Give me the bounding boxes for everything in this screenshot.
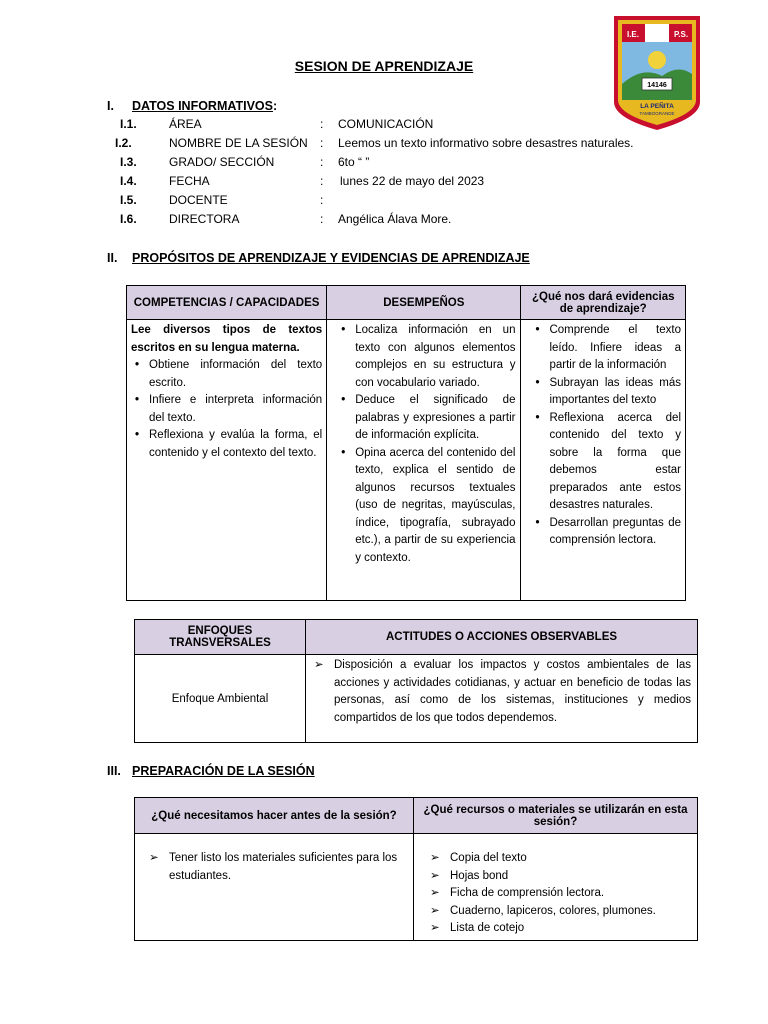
- section-1-number: I.: [107, 99, 114, 113]
- header-recursos: ¿Qué recursos o materiales se utilizarán en esta sesión?: [414, 798, 698, 834]
- list-item: • Deduce el significado de palabras y expresiones a partir de información explícita.: [355, 392, 515, 445]
- crest-place: TAMBOGRANDE: [639, 111, 675, 116]
- evidencias-cell: [521, 320, 686, 601]
- crest-left-text: I.E.: [626, 30, 640, 39]
- header-antes: ¿Qué necesitamos hacer antes de la sesión?: [135, 798, 414, 834]
- antes-cell: [135, 834, 414, 941]
- list-item: ➢ Disposición a evaluar los impactos y costos ambientales de las acciones y actividades cotidianas, y actuar en beneficio de todas las personas, así como de los sistemas, instituciones y medios compartidos de los que todos dependemos.: [334, 657, 691, 727]
- enfoque-cell: Enfoque Ambiental: [135, 655, 306, 743]
- list-item: • Subrayan las ideas más importantes del texto: [549, 375, 681, 410]
- section-2-title: PROPÓSITOS DE APRENDIZAJE Y EVIDENCIAS DE APRENDIZAJE: [132, 251, 530, 265]
- header-evidencias: ¿Qué nos dará evidencias de aprendizaje?: [521, 286, 686, 320]
- list-item: • Reflexiona y evalúa la forma, el contenido y el contexto del texto.: [149, 427, 322, 462]
- list-item: • Reflexiona acerca del contenido del texto y sobre la forma que debemos estar preparados ante estos desastres naturales.: [549, 410, 681, 515]
- list-item: ➢ Lista de cotejo: [450, 920, 693, 938]
- list-item: • Localiza información en un texto con algunos elementos complejos en su estructura y con vocabulario variado.: [355, 322, 515, 392]
- list-item: • Opina acerca del contenido del texto, explica el sentido de algunos recursos textuales (uso de negritas, mayúsculas, índice, tipografía, subrayado etc.), a partir de su experiencia y contexto.: [355, 445, 515, 568]
- competencias-table: [126, 285, 686, 601]
- list-item: ➢ Cuaderno, lapiceros, colores, plumones.: [450, 903, 693, 921]
- enfoques-table: [134, 619, 698, 743]
- competencia-text: Lee diversos tipos de textos escritos en su lengua materna.: [131, 324, 323, 354]
- recursos-cell: [414, 834, 698, 941]
- section-3-title: PREPARACIÓN DE LA SESIÓN: [132, 764, 315, 778]
- header-desempenos: DESEMPEÑOS: [327, 286, 521, 320]
- crest-name: LA PEÑITA: [640, 103, 674, 110]
- list-item: • Comprende el texto leído. Infiere ideas a partir de la información: [549, 322, 681, 375]
- list-item: • Infiere e interpreta información del texto.: [149, 392, 322, 427]
- crest-right-text: P.S.: [673, 30, 689, 39]
- header-competencias: COMPETENCIAS / CAPACIDADES: [127, 286, 327, 320]
- list-item: • Desarrollan preguntas de comprensión lectora.: [549, 515, 681, 550]
- list-item: ➢ Hojas bond: [450, 868, 693, 886]
- desempenos-cell: [327, 320, 521, 601]
- crest-number: 14146: [647, 82, 667, 89]
- section-2-number: II.: [107, 251, 118, 265]
- list-item: ➢ Tener listo los materiales suficientes para los estudiantes.: [169, 850, 409, 885]
- preparacion-table: [134, 797, 698, 941]
- actitud-cell: [306, 655, 698, 743]
- list-item: • Obtiene información del texto escrito.: [149, 357, 322, 392]
- list-item: ➢ Copia del texto: [450, 850, 693, 868]
- competencias-cell: [127, 320, 327, 601]
- header-enfoques: ENFOQUES TRANSVERSALES: [135, 620, 306, 655]
- list-item: ➢ Ficha de comprensión lectora.: [450, 885, 693, 903]
- header-actitudes: ACTITUDES O ACCIONES OBSERVABLES: [306, 620, 698, 655]
- section-3-number: III.: [107, 764, 121, 778]
- page-title: SESION DE APRENDIZAJE: [294, 58, 474, 74]
- section-1-title: DATOS INFORMATIVOS: [132, 99, 273, 113]
